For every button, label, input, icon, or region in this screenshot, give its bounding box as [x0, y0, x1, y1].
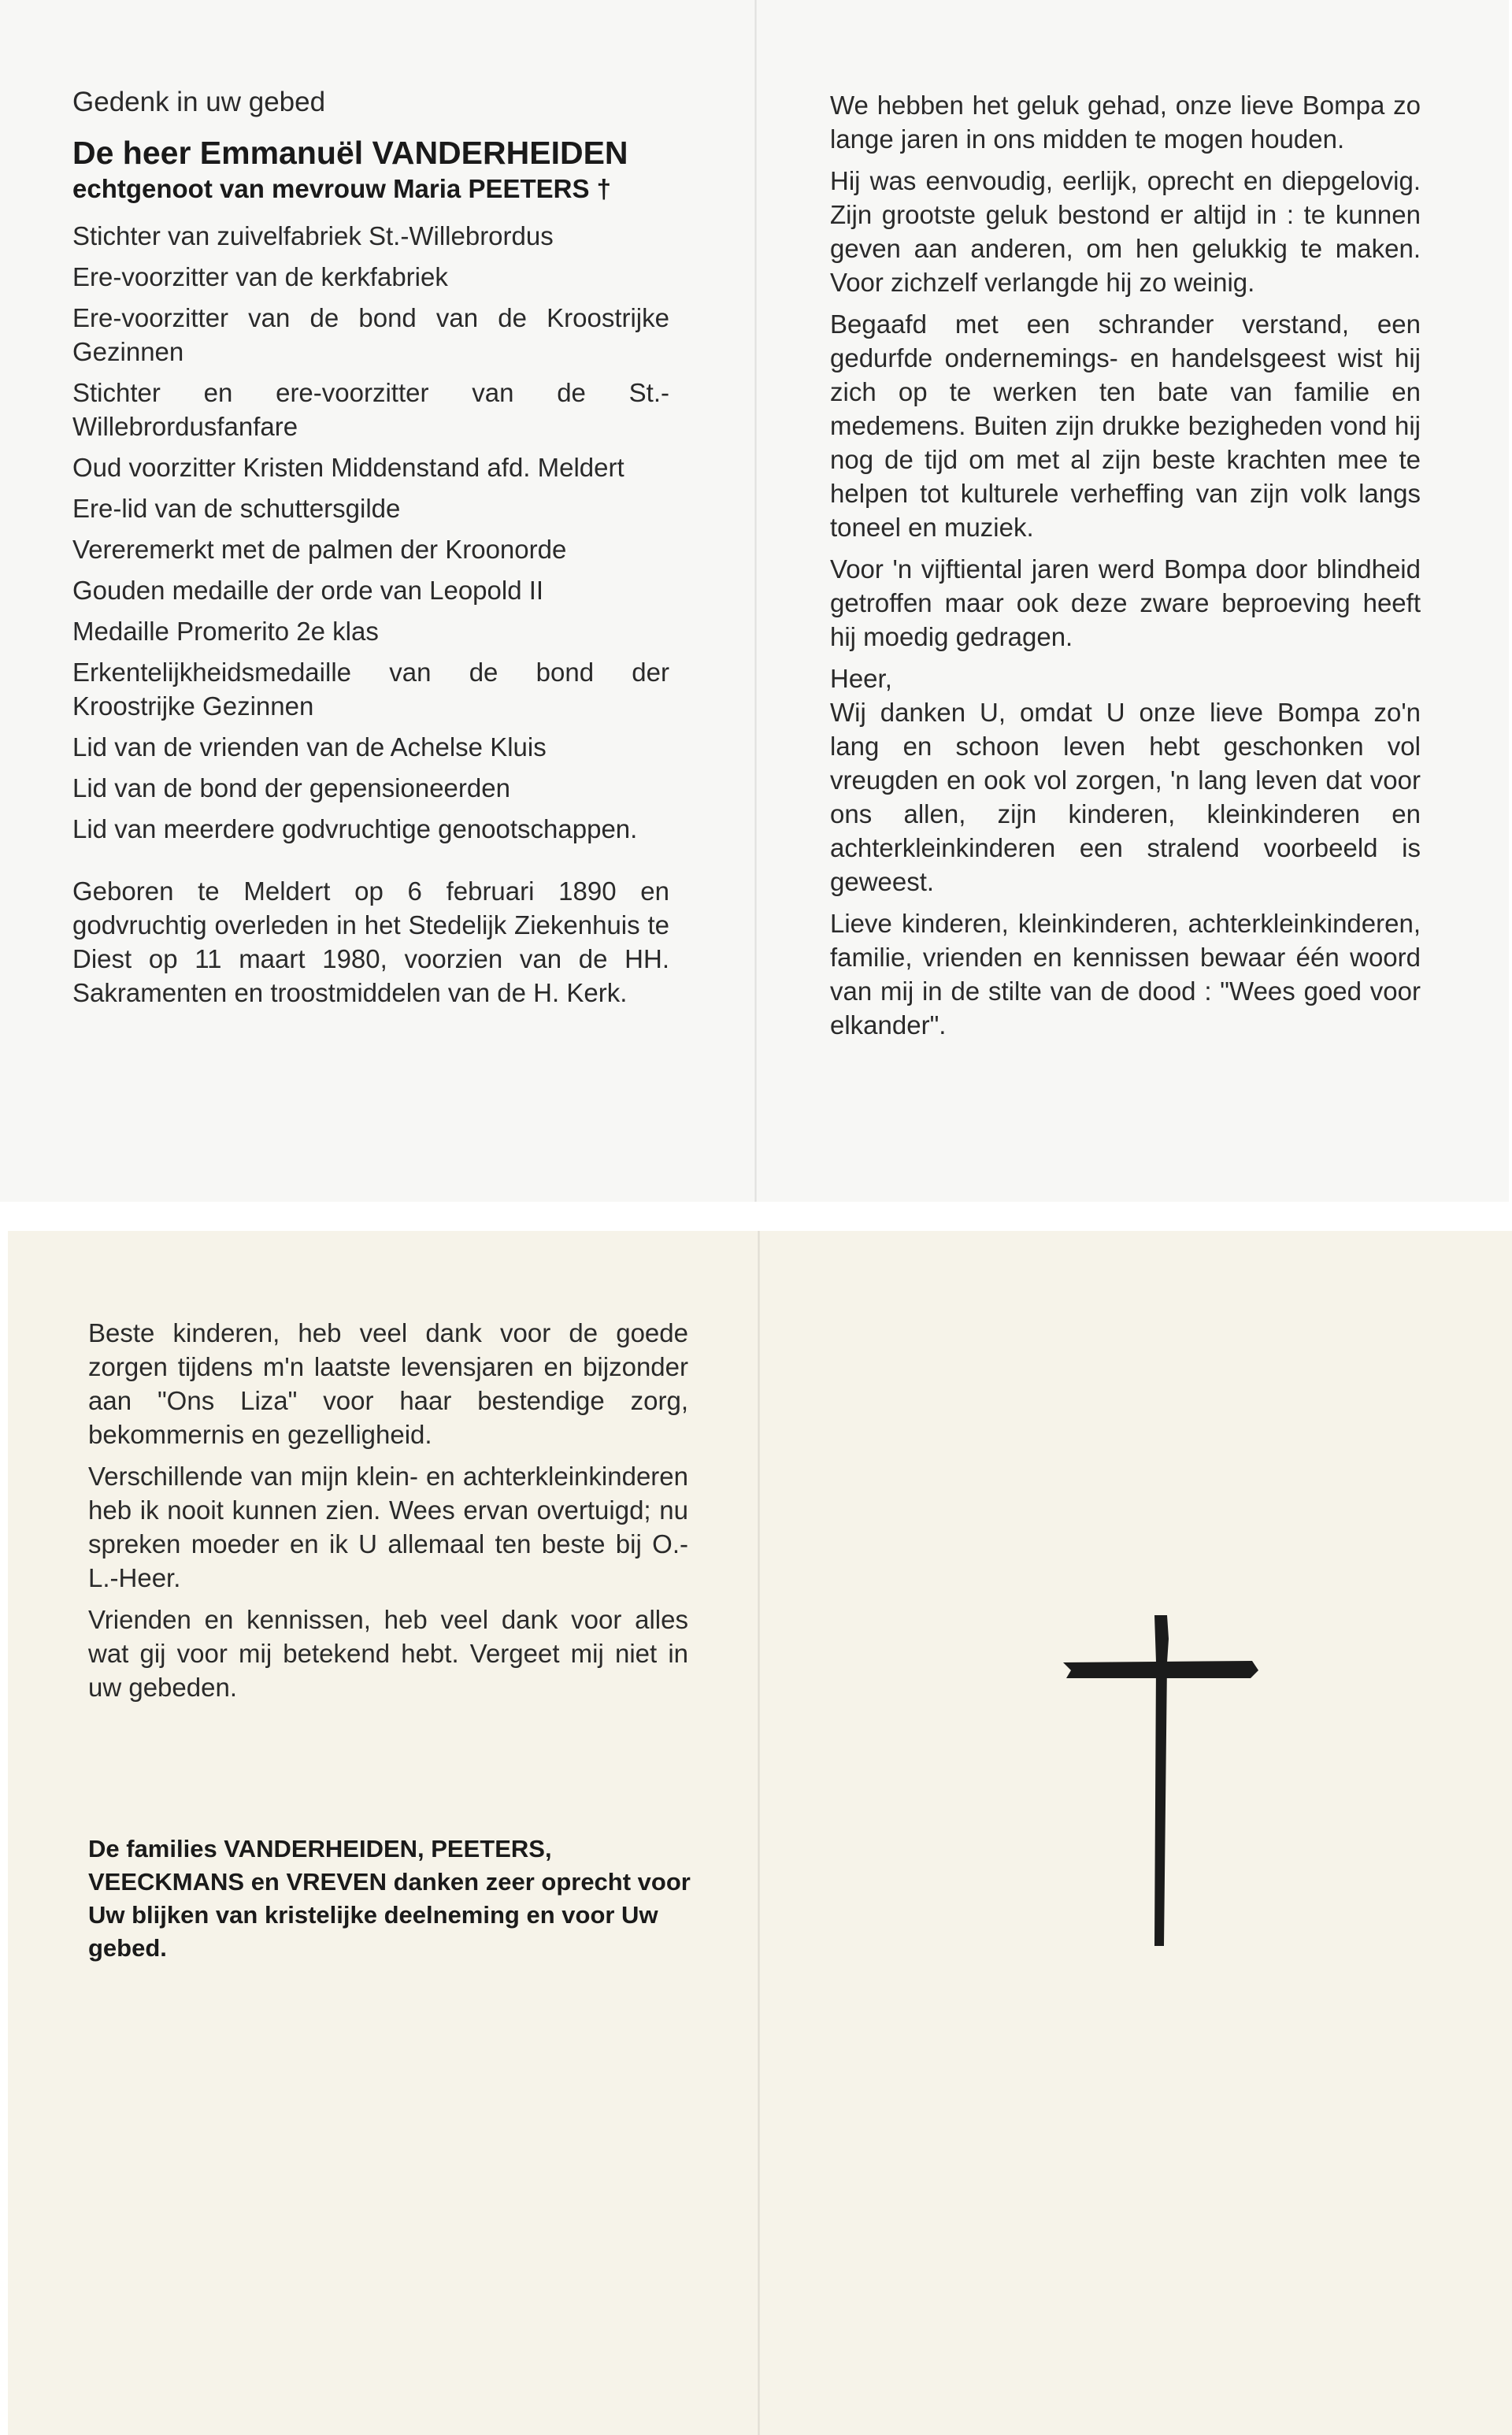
prayer-paragraph: Wij danken U, omdat U onze lieve Bompa zo'n lang en schoon leven hebt geschonken vol vreugden en ook vol zorgen, 'n lang leven dat voor ons allen, zijn kinderen, kleinkinderen en achterkleinkinderen een stralend voorbeeld is geweest.: [830, 698, 1421, 896]
birth-death-text: Geboren te Meldert op 6 februari 1890 en godvruchtig overleden in het Stedelijk Ziekenhuis te Diest op 11 maart 1980, voorzien van de HH. Sakramenten en troostmiddelen van de H. Kerk.: [72, 877, 669, 1008]
thanks-block: [88, 1833, 695, 1965]
function-item: Ere-voorzitter van de kerkfabriek: [72, 262, 448, 292]
function-item: Lid van meerdere godvruchtige genootschappen.: [72, 814, 638, 844]
spouse-line: echtgenoot van mevrouw Maria PEETERS †: [72, 174, 612, 204]
deceased-name: De heer Emmanuël VANDERHEIDEN: [72, 135, 628, 171]
function-item: Ere-lid van de schuttersgilde: [72, 494, 401, 524]
family-thanks: De families VANDERHEIDEN, PEETERS, VEECKMANS en VREVEN danken zeer oprecht voor Uw blijken van kristelijke deelneming en voor Uw gebed.: [88, 1835, 691, 1962]
card-front-panel: [72, 87, 669, 1010]
tribute-paragraph: We hebben het geluk gehad, onze lieve Bompa zo lange jaren in ons midden te mogen houden.: [830, 91, 1421, 154]
card-inside-panel: [830, 88, 1421, 1050]
function-item: Lid van de bond der gepensioneerden: [72, 773, 510, 803]
function-item: Ere-voorzitter van de bond van de Kroostrijke Gezinnen: [72, 303, 669, 367]
message-paragraph: Vrienden en kennissen, heb veel dank voor alles wat gij voor mij betekend hebt. Vergeet mij niet in uw gebeden.: [88, 1605, 688, 1702]
card-fold: [758, 1231, 760, 2435]
message-paragraph: Verschillende van mijn klein- en achterkleinkinderen heb ik nooit kunnen zien. Wees ervan overtuigd; nu spreken moeder en ik U allemaal ten beste bij O.-L.-Heer.: [88, 1462, 688, 1592]
memorial-card-top: [0, 0, 1509, 1202]
message-paragraph: Beste kinderen, heb veel dank voor de goede zorgen tijdens m'n laatste levensjaren en bijzonder aan "Ons Liza" voor haar bestendige zorg, bekommernis en gezelligheid.: [88, 1318, 688, 1449]
function-item: Stichter en ere-voorzitter van de St.-Willebrordusfanfare: [72, 378, 669, 442]
function-item: Medaille Promerito 2e klas: [72, 617, 379, 647]
farewell-paragraph: Lieve kinderen, kleinkinderen, achterkleinkinderen, familie, vrienden en kennissen bewaar één woord van mij in de stilte van de dood : "Wees goed voor elkander".: [830, 909, 1421, 1040]
tribute-paragraph: Begaafd met een schrander verstand, een gedurfde ondernemings- en handelsgeest wist hij zich op te werken ten bate van familie en medemens. Buiten zijn drukke bezigheden vond hij nog de tijd om met al zijn beste krachten mee te helpen tot kulturele verheffing van zijn volk langs toneel en muziek.: [830, 309, 1421, 542]
memorial-card-bottom: [8, 1231, 1512, 2435]
function-item: Stichter van zuivelfabriek St.-Willebrordus: [72, 221, 554, 251]
function-item: Erkentelijkheidsmedaille van de bond der Kroostrijke Gezinnen: [72, 658, 669, 721]
tribute-paragraph: Voor 'n vijftiental jaren werd Bompa door blindheid getroffen maar ook deze zware beproeving heeft hij moedig gedragen.: [830, 554, 1421, 651]
tribute-paragraph: Hij was eenvoudig, eerlijk, oprecht en diepgelovig. Zijn grootste geluk bestond er altijd in : te kunnen geven aan anderen, om hen gelukkig te maken. Voor zichzelf verlangde hij zo weinig.: [830, 166, 1421, 297]
function-item: Gouden medaille der orde van Leopold II: [72, 576, 544, 606]
card-fold: [754, 0, 757, 1202]
functions-list: [72, 219, 669, 846]
prayer-salutation: Heer,: [830, 664, 892, 693]
latin-cross-icon: [1063, 1615, 1258, 1946]
card-back-panel: [88, 1316, 688, 1712]
greeting: Gedenk in uw gebed: [72, 87, 326, 117]
function-item: Lid van de vrienden van de Achelse Kluis: [72, 732, 547, 762]
function-item: Oud voorzitter Kristen Middenstand afd. Meldert: [72, 453, 624, 483]
function-item: Vereremerkt met de palmen der Kroonorde: [72, 535, 567, 565]
